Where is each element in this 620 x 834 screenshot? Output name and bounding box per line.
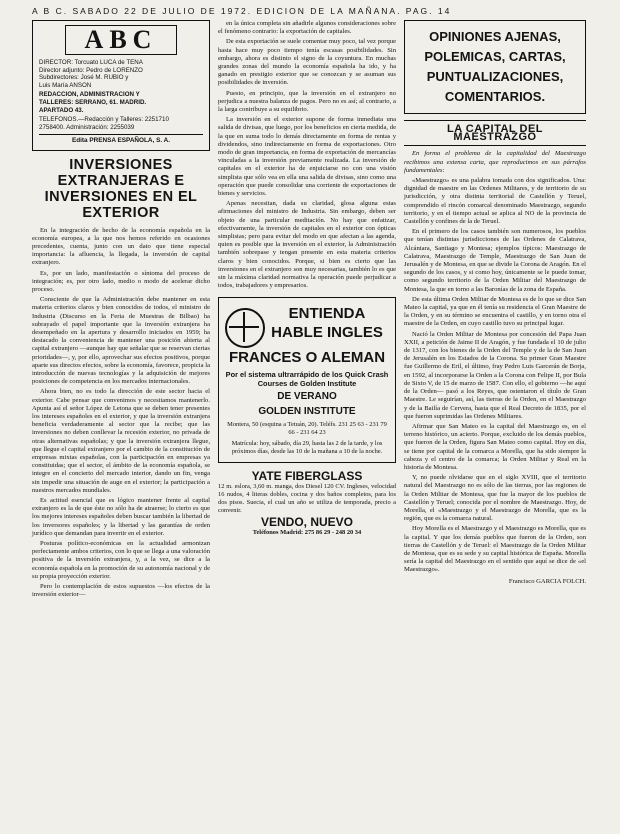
article-paragraph: en la única completa sin añadirle algunos consideraciones sobre el fenómeno contrario: la exportación de capitales.: [218, 20, 396, 36]
article-headline: LA CAPITAL DEL MAESTRAZGO: [446, 123, 543, 144]
article-paragraph: Nació la Orden Militar de Montesa por concesión del Papa Juan XXII, a petición de Jaime II de Aragón, y fue fundada el 10 de julio de 1317, con los bienes de la Orden del Temple y de la de San Juan de Jerusalén en los Estados de la Corona. Su primer Gran Maestre fue Guillermo de Eril, el último, fray Pedro Luis Garcerán de Borja, en 1592, al incorporarse la Orden a la Corona con Felipe II, por Bula de Sixto V, de 15 de marzo de 1587. Con ello, el gobierno —he aquí de la Orden— pasó a los Reyes, que ostentaron el título de Gran Maestre. Le seguirían, así, las tierras de la Orden, en el Maestrazgo y de la Bailía de Cervera, hasta que el Real Decreto de 1835, por el que fueron suprimidas las Ordenes Militares.: [404, 330, 586, 420]
ad-line: HABLE INGLES: [271, 323, 383, 341]
divider: [404, 145, 586, 146]
article-signature: Francisco GARCIA FOLCH.: [508, 577, 586, 585]
masthead-line: Luis María ANSON: [39, 81, 92, 89]
divider: [404, 120, 586, 121]
article-paragraph: Pero lo contemplación de estos supuestos —los efectos de la inversión exterior—: [32, 583, 210, 599]
column-middle: [218, 20, 396, 537]
masthead-line: REDACCION, ADMINISTRACION Y: [39, 91, 140, 99]
article-paragraph: La inversión en el exterior supone de forma inmediata una salida de divisas, que luego, por los beneficios en cierta medida, de la que en suma todo lo demás directamente en forma de rentas y dividendos, sino indirectamente en forma de exportaciones. Otro modo de gran importancia, en forma de exportación de mercancías vinculadas a la inversión previamente realizada. La inversión de capitales en el exterior ha de enjuiciarse no con una visión simplista que sólo vea en ella una salida de divisas, sino como una operación que puede consolidar una corriente de exportaciones de bienes y servicios.: [218, 116, 396, 198]
article-paragraph: Es, por un lado, manifestación o síntoma del proceso de integración; es, por otro lado, medio o modo de acelerar dicho proceso.: [32, 269, 210, 293]
ad-title: VENDO, NUEVO: [260, 514, 353, 529]
article-paragraph: Ahora bien, no es todo la dirección de este sector hacia el exterior. Cabe pensar que convenimos y necesitamos mantenerlo. Apunta así el señor López de Letona que se deben tener presentes los intereses españoles en el exterior, y que la inversión extranjera beneficia verdaderamente al sector que la recibe; que las inversiones no deben conllevar la recesión exterior, no privada de otras alternativas españolas; y que la inversión extranjera llegue, que llegue el capital extranjero por el cambio de la constitución de empresas mixtas españolas, con la participación en empresas ya constituidas; que el sector, el ámbito de la economía española, se integre en el concierto del mercado interior, dando un fin, venga sin impedir una situación de auge en el exterior; la participación a nuestros mercados mundiales.: [32, 388, 210, 494]
ad-line: DE VERANO: [277, 390, 337, 402]
article-paragraph: Consciente de que la Administración debe mantener en esta materia criterios claros y bien conocidos de todos, el ministro de Industria (Discurso en la Feria de Muestras de Bilbao) ha subrayado el papel importante que la inversión extranjera ha desempeñado en la apertura y desarrollo iniciados en 1959; ha destacado la conveniencia de mantener una posición abierta al capital extranjero —aunque hay que señalar que se reservan ciertas prioridades—, y, por ello, aprovechar sus efectos positivos, porque aparte sus directos efectos, sobre la economía, favorece, propicia la introducción de nuevas tecnologías y la adquisición de mejores posiciones de competencia en los mercados internacionales.: [32, 296, 210, 386]
article-paragraph: De esta última Orden Militar de Montesa es de lo que se dice San Mateo la capital, ya que en él tenía su residencia el Gran Maestre de la Orden, y en su término se encuentra el castillo, y en torno otra el maestre de la Orden, en cuyo castillo tuvo su principal lugar.: [404, 295, 586, 328]
opinions-banner: [404, 20, 586, 114]
ad-line: Por el sistema ultrarrápido de los Quick Crash Courses de Golden Institute: [225, 369, 389, 388]
article-paragraph: «Maestrazgo» es una palabra tomada con dos significados. Una: dignidad de maestre en las Ordenes Militares, y de territorio de su jurisdicción, y otra distinta territorial de Castellón y Teruel, comprendido el rincón comarcal denominado Maestrazgo, segundo territorio, y en el tiempo actual se aplica al NO de la provincia de Castellón y confines de la de Teruel.: [404, 177, 586, 226]
article-paragraph: Apenas necesitan, dada su claridad, glosa alguna estas afirmaciones del ministro de Industria. Sin embargo, deben ser objeto de una particular meditación. No hay que enfatizar, efectivamente, la inversión de capitales en el exterior con ópticas simplistas; pero para evitar del modo en que afectan a las agenda, quien es posible que la inversión en el exterior, la Administración también sobrepase y tengan presente en esta materia criterios claros y bien conocidos. Porque, si bien es cierto que las inversiones en el extranjero son muy necesarias, también lo es que sin la máxima claridad normativa la operación puede perjudicar a todos, trabajadores y empresarios.: [218, 200, 396, 290]
masthead-box: [32, 20, 210, 151]
language-course-ad: [218, 297, 396, 463]
article-paragraph: Y, no puede olvidarse que en el siglo XVIII, que el territorio natural del Maestrazgo no es sólo de las tierras, por las regiones de la Orden Militar de Montesa, que fue la mayor de los pueblos de Castellón y Teruel; conocida por el nombre de Maestrazgo. Hoy, de Morella, el «Maestrazgo y el Maestrazgo de Morella, que es la región, que es la comarca natural.: [404, 474, 586, 523]
ad-phone: Teléfonos Madrid: 275 86 29 - 248 20 34: [252, 528, 362, 536]
column-left: [32, 20, 210, 601]
yacht-sale-ad: [218, 469, 396, 537]
banner-line: PUNTUALIZACIONES,: [426, 69, 564, 84]
masthead-line: DIRECTOR: Torcuato LUCA de TENA: [39, 59, 143, 66]
column-right: [404, 20, 586, 586]
ad-line: GOLDEN INSTITUTE: [258, 405, 356, 417]
ad-text: 12 m. eslora, 3,60 m. manga, dos Diesel 120 CV. Ingleses, velocidad 16 nudos, 4 literas dobles, cocina y dos baños completos, para los dos pisos. Suecia, el cual un año se utiliza de temporada, precio a convenir.: [218, 482, 396, 514]
masthead-line: Director adjunto: Pedro de LORENZO: [39, 66, 143, 74]
article-paragraph: Afirmar que San Mateo es la capital del Maestrazgo es, en el terreno histórico, un acierto. Porque, excluido de los demás pueblos, que fueron de la Orden, figura San Mateo como capital. Hoy en día, se tiene por capital de la comarca a Morella, que ha sido siempre la cabeza y el centro de la comarca; la Orden Militar y Real en la historia de Montesa.: [404, 422, 586, 471]
banner-line: COMENTARIOS.: [444, 89, 546, 104]
article-paragraph: Puesto, en principio, que la inversión en el extranjero no perjudica a nuestra balanza de pagos. Pero no es así; al contrario, a la larga contribuye a su equilibrio.: [218, 89, 396, 114]
masthead-line: TELEFONOS.—Redacción y Talleres: 2251710: [39, 116, 169, 124]
masthead-line: TALLERES: SERRANO, 61. MADRID.: [39, 98, 147, 106]
page-header: A B C. SABADO 22 DE JULIO DE 1972. EDICION DE LA MAÑANA. PAG. 14: [32, 6, 452, 16]
ad-line: Montera, 50 (esquina a Tetuán, 20). Teléfs. 231 25 63 - 231 79 66 - 231 64 23: [227, 420, 387, 436]
masthead-line: APARTADO 43.: [39, 106, 84, 114]
masthead-line: 2758400. Administración: 2255039: [39, 123, 135, 131]
masthead-edition: Edita PRENSA ESPAÑOLA, S. A.: [39, 134, 203, 145]
article-intro: En forma el problema de la capitalidad del Maestrazgo recibimos una extensa carta, que reproducimos en sus párrafos fundamentales:: [404, 150, 586, 174]
ad-line: FRANCES O ALEMAN: [228, 348, 386, 366]
article-paragraph: Es actitud esencial que es lógico mantener frente al capital extranjero es la de que éste no sólo ha de atraerse; lo cierto es que los mejores intereses españoles deben buscar también la libertad de los inversores españoles; y la libertad y las garantías de orden jurídico que demandan para invertir en el exterior.: [32, 497, 210, 537]
ad-line: ENTIENDA: [288, 304, 366, 322]
article-paragraph: Hoy Morella es el Maestrazgo y el Maestrazgo es Morella, que es la capital. Y que los demás pueblos que fueron de la Orden, son tierras de Castellón y de Teruel: el Maestrazgo de la Orden Militar de Montesa, que es su sede y su capital histórica de España. Morella sería la capital del Maestrazgo en el sentido que aquí se dice de «el Maestrazgo».: [404, 525, 586, 574]
masthead-line: Subdirectores: José M. RUBIO y: [39, 74, 129, 82]
ad-title: YATE FIBERGLASS: [251, 468, 363, 483]
banner-line: POLEMICAS, CARTAS,: [424, 49, 566, 64]
ad-line: Matrícula: hoy, sábado, día 29, hasta las 2 de la tarde, y los próximos días, desde las 10 de la mañana a 10 de la noche.: [231, 439, 383, 455]
article-paragraph: En la integración de hecho de la economía española en la economía europea, a la que nos hemos referido en ocasiones precedentes, cuenta, junto con un dato que tiene especial importancia: la afluencia, la llegada, la inversión de capital extranjero.: [32, 226, 210, 267]
globe-icon: [225, 308, 265, 348]
abc-logo: ABC: [65, 25, 177, 55]
article-paragraph: En el primero de los casos también son numerosos, los pueblos que tenían distintas jurisdicciones de las Ordenes de Calatrava, Alcántara, Santiago y Montesa; ejemplos típicos: Maestrazgo de Calatrava, Maestrazgo de Temple, Maestrazgo de San Juan de Jerusalén y de Montesa, en que se divide la Corona de Aragón. En el segundo de los casos, y si como hoy, únicamente se le puede tomar, como segundo territorio de la Orden Militar del Maestrazgo de Montesa, la que en torno a las Baronías de la zona de España.: [404, 228, 586, 293]
banner-line: OPINIONES AJENAS,: [429, 29, 561, 44]
article-paragraph: De esta exportación se suele comentar muy poco, tal vez porque hasta hace muy poco tiempo tenía escasas posibilidades. Sin embargo, ahora es distinto el signo de la coyuntura. En muchas grandes zonas del mundo la economía española ha ido, y ha ganado en prestigio exterior que se conozcan y se asuman sus posibilidades de inversión.: [218, 38, 396, 87]
article-headline: INVERSIONES EXTRANJERAS E INVERSIONES EN EL EXTERIOR: [44, 156, 198, 221]
article-paragraph: Posturas político-económicas en la actualidad armonizan perfectamente ambos criterios, con lo que se llega a una valoración positiva de la inversión extranjera, y, a la vez, se dice a la economía española en la promoción de su autonomía nacional y de su propia proyección exterior.: [32, 540, 210, 580]
